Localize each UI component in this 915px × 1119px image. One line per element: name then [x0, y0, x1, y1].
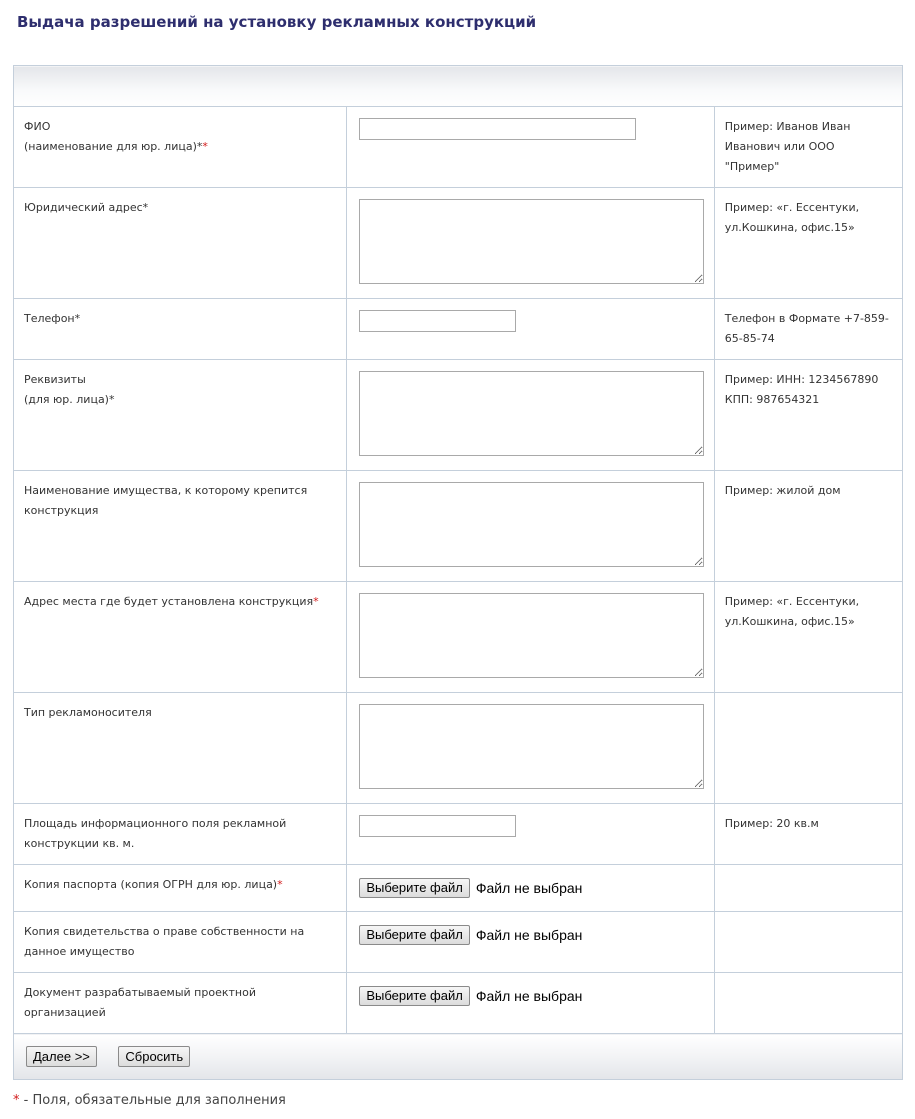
form-row-property-name	[14, 471, 903, 582]
next-button[interactable]: Далее >>	[26, 1046, 97, 1067]
field-label-ownership-certificate: Копия свидетельства о праве собственности на данное имущество	[14, 912, 347, 973]
required-mark: *	[313, 595, 319, 608]
installation-address-textarea[interactable]	[359, 593, 704, 678]
certificate-file-picker	[359, 925, 701, 945]
form-row-legal-address	[14, 188, 903, 299]
fio-input[interactable]	[359, 118, 636, 140]
form-row-carrier-type	[14, 693, 903, 804]
passport-file-status: Файл не выбран	[475, 880, 583, 896]
form-row-project-document	[14, 973, 903, 1034]
reset-button[interactable]: Сбросить	[118, 1046, 190, 1067]
passport-choose-file-button[interactable]: Выберите файл	[359, 878, 469, 898]
project-doc-choose-file-button[interactable]: Выберите файл	[359, 986, 469, 1006]
required-mark: *	[277, 878, 283, 891]
phone-input[interactable]	[359, 310, 516, 332]
field-label-phone: Телефон*	[14, 299, 347, 360]
carrier-type-textarea[interactable]	[359, 704, 704, 789]
required-mark: *	[202, 140, 208, 153]
field-hint-legal-address: Пример: «г. Ессентуки, ул.Кошкина, офис.15»	[714, 188, 902, 299]
project-doc-file-status: Файл не выбран	[475, 988, 583, 1004]
field-hint-requisites: Пример: ИНН: 1234567890 КПП: 987654321	[714, 360, 902, 471]
property-name-textarea[interactable]	[359, 482, 704, 567]
area-input[interactable]	[359, 815, 516, 837]
certificate-file-status: Файл не выбран	[475, 927, 583, 943]
field-label-legal-address: Юридический адрес*	[14, 188, 347, 299]
form-row-installation-address	[14, 582, 903, 693]
field-label-installation-address: Адрес места где будет установлена конструкция*	[14, 582, 347, 693]
form-row-passport-copy	[14, 865, 903, 912]
project-doc-file-picker	[359, 986, 701, 1006]
field-hint-fio: Пример: Иванов Иван Иванович или ООО "Пример"	[714, 107, 902, 188]
form-row-phone	[14, 299, 903, 360]
certificate-choose-file-button[interactable]: Выберите файл	[359, 925, 469, 945]
form-footer-row	[14, 1034, 903, 1080]
legal-address-textarea[interactable]	[359, 199, 704, 284]
passport-file-picker	[359, 878, 701, 898]
field-hint-installation-address: Пример: «г. Ессентуки, ул.Кошкина, офис.15»	[714, 582, 902, 693]
field-hint-carrier-type	[714, 693, 902, 804]
required-mark: *	[13, 1093, 20, 1108]
field-hint-area: Пример: 20 кв.м	[714, 804, 902, 865]
requisites-textarea[interactable]	[359, 371, 704, 456]
field-hint-phone: Телефон в Формате +7-859-65-85-74	[714, 299, 902, 360]
form-row-area	[14, 804, 903, 865]
form-row-requisites	[14, 360, 903, 471]
form-row-fio	[14, 107, 903, 188]
field-hint-property-name: Пример: жилой дом	[714, 471, 902, 582]
field-label-passport-copy: Копия паспорта (копия ОГРН для юр. лица)*	[14, 865, 347, 912]
field-label-requisites: Реквизиты (для юр. лица)*	[14, 360, 347, 471]
field-label-project-document: Документ разрабатываемый проектной организацией	[14, 973, 347, 1034]
page-title: Выдача разрешений на установку рекламных конструкций	[17, 13, 537, 31]
required-fields-note: * - Поля, обязательные для заполнения	[13, 1093, 286, 1108]
field-label-fio: ФИО (наименование для юр. лица)**	[14, 107, 347, 188]
form-row-ownership-certificate	[14, 912, 903, 973]
field-label-carrier-type: Тип рекламоносителя	[14, 693, 347, 804]
form-header-row	[14, 66, 903, 107]
field-label-area: Площадь информационного поля рекламной конструкции кв. м.	[14, 804, 347, 865]
field-label-property-name: Наименование имущества, к которому крепится конструкция	[14, 471, 347, 582]
application-form	[13, 65, 903, 1080]
